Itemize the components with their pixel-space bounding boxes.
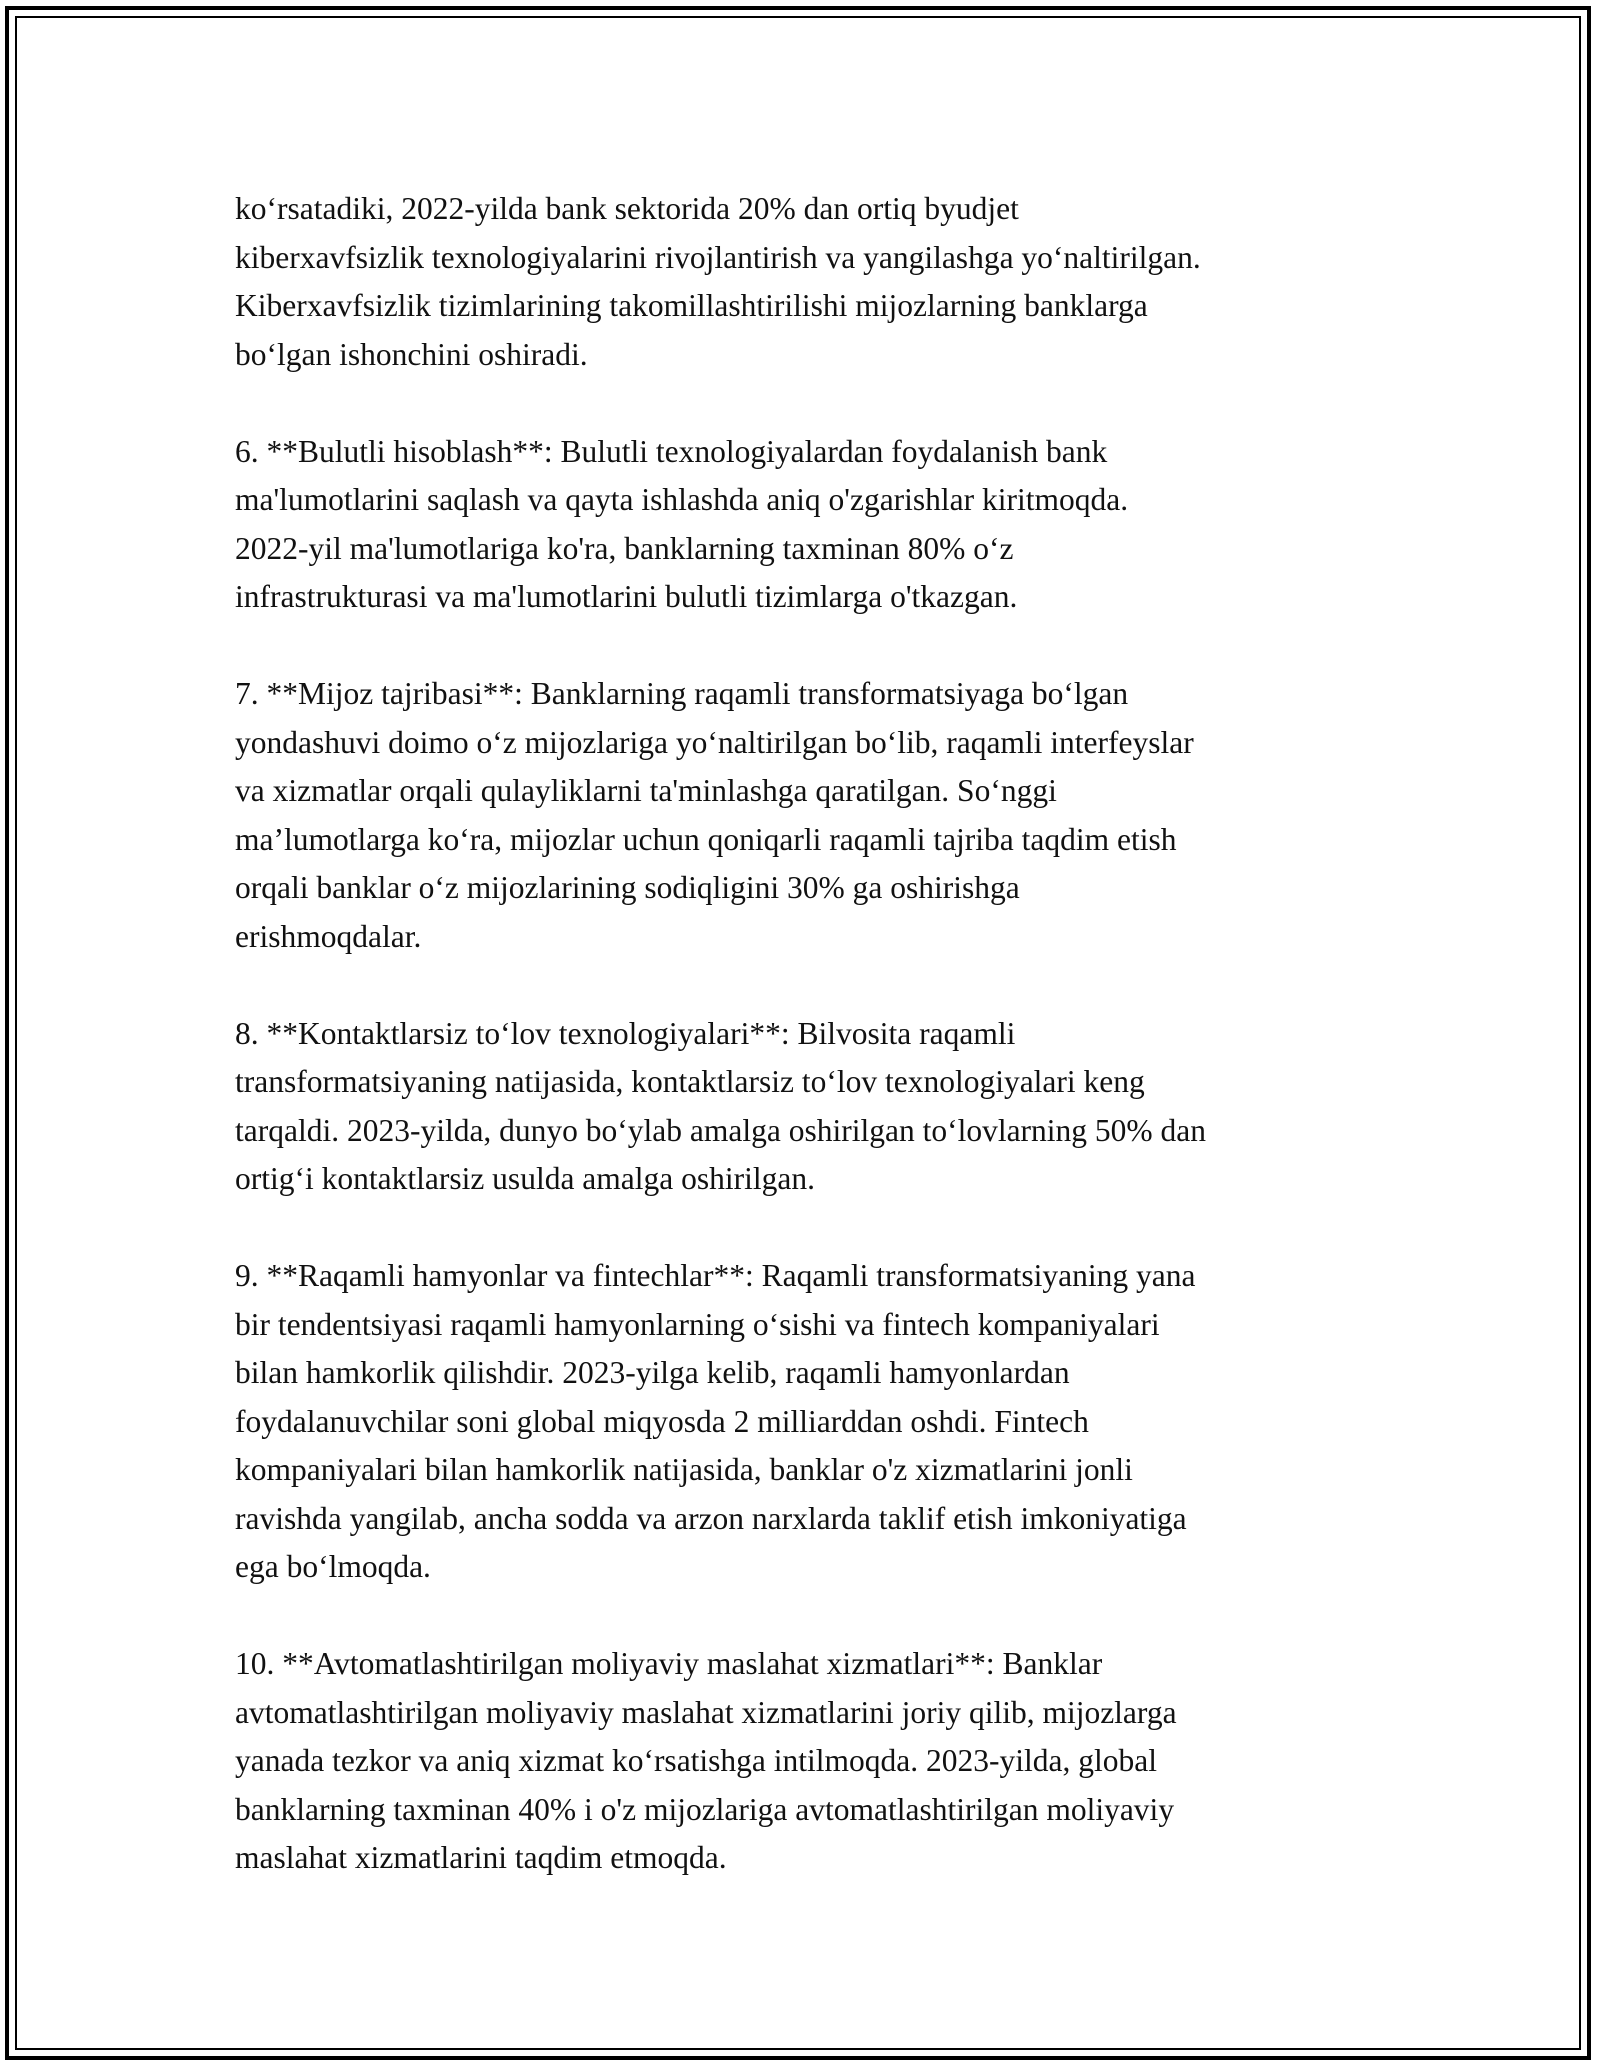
text-line: bir tendentsiyasi raqamli hamyonlarning o‘sishi va fintech kompaniyalari (235, 1306, 1160, 1342)
text-line: 2022-yil ma'lumotlariga ko'ra, banklarning taxminan 80% o‘z (235, 530, 1014, 566)
text-line: banklarning taxminan 40% i o'z mijozlariga avtomatlashtirilgan moliyaviy (235, 1791, 1175, 1827)
text-line: erishmoqdalar. (235, 918, 422, 954)
paragraph-item-10 (235, 1640, 1385, 1883)
text-line: kompaniyalari bilan hamkorlik natijasida, banklar o'z xizmatlarini jonli (235, 1452, 1133, 1487)
text-line: ravishda yangilab, ancha sodda va arzon narxlarda taklif etish imkoniyatiga (235, 1500, 1187, 1536)
text-line: yanada tezkor va aniq xizmat ko‘rsatishga intilmoqda. 2023-yilda, global (235, 1743, 1157, 1778)
text-line: kiberxavfsizlik texnologiyalarini rivojlantirish va yangilashga yo‘naltirilgan. (235, 239, 1201, 275)
paragraph-item-8 (235, 1010, 1385, 1204)
document-body (235, 185, 1385, 1931)
text-line: infrastrukturasi va ma'lumotlarini bulutli tizimlarga o'tkazgan. (235, 579, 1018, 614)
text-line: ko‘rsatadiki, 2022-yilda bank sektorida 20% dan ortiq byudjet (235, 191, 1019, 226)
text-line: ma'lumotlarini saqlash va qayta ishlashda aniq o'zgarishlar kiritmoqda. (235, 482, 1129, 517)
paragraph-item-9 (235, 1252, 1385, 1592)
text-line: avtomatlashtirilgan moliyaviy maslahat xizmatlarini joriy qilib, mijozlarga (235, 1694, 1177, 1730)
text-line: ortig‘i kontaktlarsiz usulda amalga oshirilgan. (235, 1161, 815, 1196)
text-line: va xizmatlar orqali qulayliklarni ta'minlashga qaratilgan. So‘nggi (235, 773, 1057, 808)
text-line: foydalanuvchilar soni global miqyosda 2 milliarddan oshdi. Fintech (235, 1403, 1089, 1439)
text-line: 7. **Mijoz tajribasi**: Banklarning raqamli transformatsiyaga bo‘lgan (235, 676, 1129, 711)
text-line: tarqaldi. 2023-yilda, dunyo bo‘ylab amalga oshirilgan to‘lovlarning 50% dan (235, 1112, 1207, 1148)
text-line: maslahat xizmatlarini taqdim etmoqda. (235, 1840, 727, 1875)
text-line: bilan hamkorlik qilishdir. 2023-yilga kelib, raqamli hamyonlardan (235, 1355, 1070, 1390)
paragraph-continuation (235, 185, 1385, 379)
text-line: Kiberxavfsizlik tizimlarining takomillashtirilishi mijozlarning banklarga (235, 288, 1148, 323)
text-line: orqali banklar o‘z mijozlarining sodiqligini 30% ga oshirishga (235, 870, 1020, 905)
text-line: 6. **Bulutli hisoblash**: Bulutli texnologiyalardan foydalanish bank (235, 433, 1108, 469)
text-line: ega bo‘lmoqda. (235, 1549, 431, 1584)
text-line: 8. **Kontaktlarsiz to‘lov texnologiyalari**: Bilvosita raqamli (235, 1015, 1016, 1051)
text-line: 10. **Avtomatlashtirilgan moliyaviy maslahat xizmatlari**: Banklar (235, 1646, 1103, 1681)
text-line: 9. **Raqamli hamyonlar va fintechlar**: Raqamli transformatsiyaning yana (235, 1258, 1196, 1293)
text-line: bo‘lgan ishonchini oshiradi. (235, 336, 588, 372)
text-line: transformatsiyaning natijasida, kontaktlarsiz to‘lov texnologiyalari keng (235, 1064, 1145, 1099)
text-line: yondashuvi doimo o‘z mijozlariga yo‘naltirilgan bo‘lib, raqamli interfeyslar (235, 724, 1194, 760)
text-line: ma’lumotlarga ko‘ra, mijozlar uchun qoniqarli raqamli tajriba taqdim etish (235, 821, 1177, 857)
paragraph-item-7 (235, 670, 1385, 961)
paragraph-item-6 (235, 428, 1385, 622)
